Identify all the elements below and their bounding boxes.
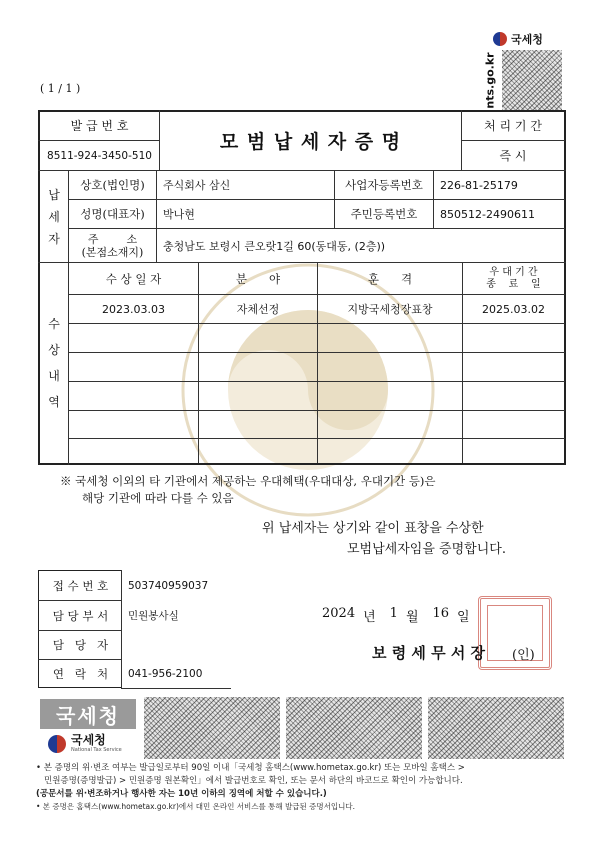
company-value: 주식회사 삼신 [163,179,231,192]
awards-section-label: 수 상 내 역 [48,317,60,409]
verification-code-3 [428,697,564,759]
logo-icon [493,32,507,46]
address-value: 충청남도 보령시 큰오랏1길 60(동대동, (2층)) [163,239,386,253]
resident-no-label: 주민등록번호 [350,207,418,221]
footer-note1a: • 본 증명의 위·변조 여부는 발급일로부터 90일 이내「국세청 홈택스(www.hometax.go.kr) 또는 모바일 홈택스 > [36,763,465,773]
awards-col-date: 수 상 일 자 [105,271,162,286]
header-site-wrap [481,50,499,110]
business-no-value: 226-81-25179 [440,178,518,192]
address-label-line2: (본점소재지) [81,246,144,259]
receipt-contact-value: 041-956-2100 [128,668,203,680]
footer-logo-sub: National Tax Service [71,747,122,753]
company-label: 상호(법인명) [80,178,145,192]
line [121,688,231,689]
awards-col-expiry-line1: 우 대 기 간 [489,267,538,278]
date-year-unit: 년 [363,610,376,625]
receipt-no-label: 접 수 번 호 [52,578,109,593]
footer-wordmark [40,699,136,729]
process-label: 처 리 기 간 [484,119,542,133]
certify-line2: 모범납세자임을 증명합니다. [347,542,506,557]
header-site: nts.go.kr [483,51,497,109]
footer-note3: • 본 증명은 홈택스(www.hometax.go.kr)에서 대민 온라인 서비스를 통해 발급된 증명서입니다. [36,802,355,811]
award-field: 자체선정 [236,303,280,316]
page-number: ( 1 / 1 ) [40,82,81,95]
awards-col-grade: 훈 격 [367,271,413,286]
date-day: 16 [432,606,450,621]
name-value: 박나현 [163,208,195,221]
receipt-no-value: 503740959037 [128,579,209,592]
award-expiry: 2025.03.02 [482,302,545,316]
office-name: 보 령 세 무 서 장 [372,644,486,662]
award-date: 2023.03.03 [102,302,165,316]
awards-col-expiry [463,264,564,294]
date-month: 1 [389,606,398,621]
certify-line1: 위 납세자는 상기와 같이 표창을 수상한 [262,521,484,536]
notice-line1: ※ 국세청 이외의 타 기관에서 제공하는 우대혜택(우대대상, 우대기간 등)은 [60,474,436,488]
table-mid-bottom [38,463,566,465]
table-right [564,110,566,465]
receipt-person-value [122,631,232,659]
footer-wordmark-text: 국세청 [56,703,120,728]
address-label-line1: 주 소 [87,233,138,246]
receipt-person-label: 담 당 자 [52,638,109,652]
issue-label: 발 급 번 호 [70,119,129,133]
qr-code-top [502,50,562,110]
document-title: 모 범 납 세 자 증 명 [219,131,402,153]
footer-logo-name: 국세청 [71,733,106,747]
taxpayer-section-label: 납 세 자 [48,187,60,246]
business-no-label: 사업자등록번호 [345,178,423,192]
verification-code-1 [144,697,280,759]
address-label [69,231,156,261]
footer-logo [48,734,122,753]
header-logo [493,30,563,48]
resident-no-value: 850512-2490611 [440,207,535,221]
verification-code-2 [286,697,422,759]
name-label: 성명(대표자) [80,207,145,221]
process-value: 즉 시 [499,149,527,163]
notice-line2: 해당 기관에 따라 다를 수 있음 [82,491,234,505]
awards-col-field: 분 야 [235,271,281,286]
receipt-dept-label: 담 당 부 서 [52,608,109,623]
date-day-unit: 일 [457,610,470,625]
awards-col-expiry-line2: 종 료 일 [486,279,541,290]
receipt-dept-value: 민원봉사실 [128,610,179,622]
seal-mark: (인) [512,648,535,663]
date-year: 2024 [322,606,356,621]
taegeuk-icon [48,735,66,753]
issue-date [322,606,470,625]
issue-number: 8511-924-3450-510 [47,149,152,162]
footer-note1b: 민원증명(증명발급) > 민원증명 원본확인」에서 발급번호로 확인, 또는 문서 하단의 바코드로 확인이 가능합니다. [44,776,463,786]
header-agency: 국세청 [511,33,543,46]
date-month-unit: 월 [405,610,419,625]
award-grade: 지방국세청장표창 [347,303,433,316]
footer-note2: (공문서를 위·변조하거나 행사한 자는 10년 이하의 징역에 처할 수 있습니다.) [36,789,327,799]
receipt-contact-label: 연 락 처 [52,667,109,681]
